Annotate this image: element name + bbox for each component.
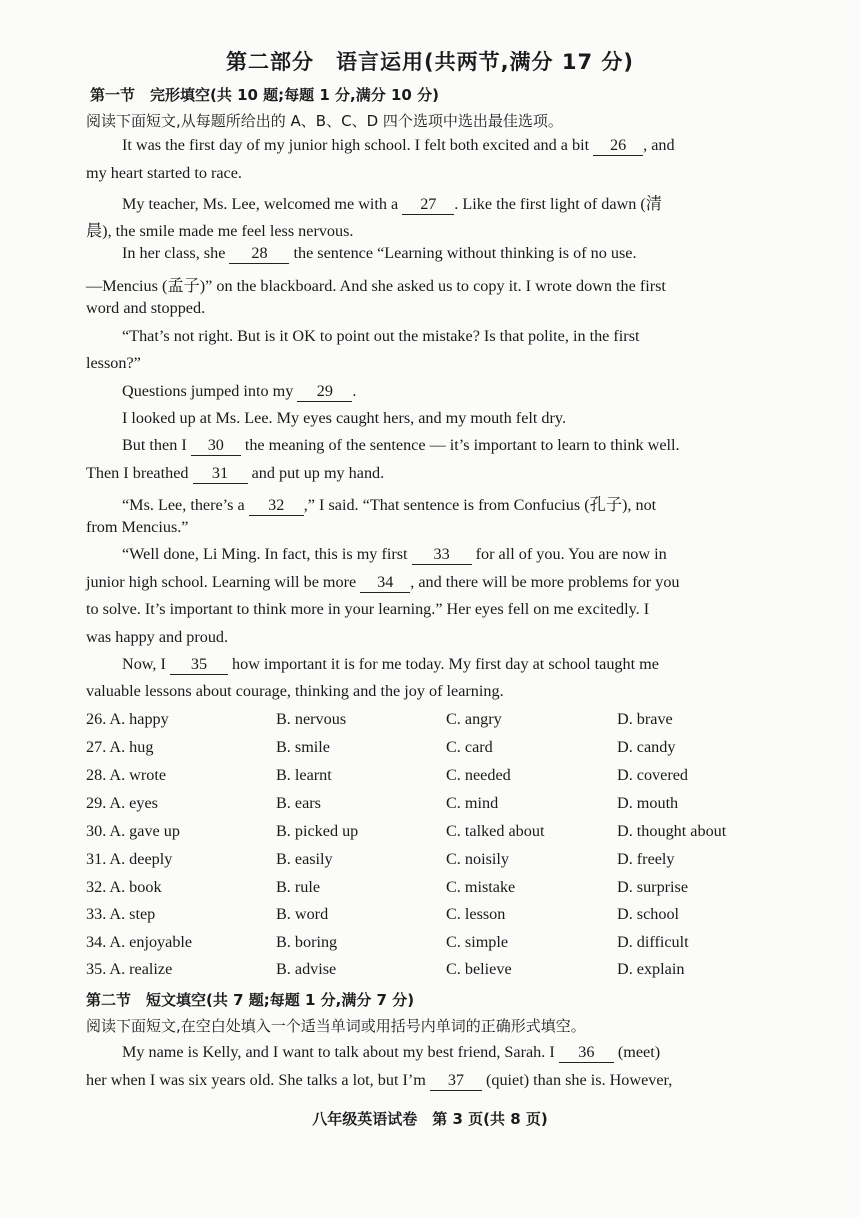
- option-28-a: 28. A. wrote: [86, 766, 167, 784]
- option-32-d: D. surprise: [617, 878, 689, 896]
- option-31-d: D. freely: [617, 850, 675, 868]
- option-35-d: D. explain: [617, 960, 685, 978]
- passage-line: word and stopped.: [86, 299, 206, 317]
- passage-line: Now, I 35 how important it is for me today. My first day at school taught me: [122, 655, 659, 673]
- blank-37: 37: [430, 1072, 482, 1091]
- option-34-d: D. difficult: [617, 933, 689, 951]
- section2-heading: 第二节 短文填空(共 7 题;每题 1 分,满分 7 分): [86, 991, 415, 1009]
- page-footer: 八年级英语试卷 第 3 页(共 8 页): [312, 1110, 548, 1128]
- section2-instruction: 阅读下面短文,在空白处填入一个适当单词或用括号内单词的正确形式填空。: [86, 1017, 586, 1035]
- option-33-d: D. school: [617, 905, 680, 923]
- option-28-c: C. needed: [446, 766, 511, 784]
- passage-line: My teacher, Ms. Lee, welcomed me with a 27 . Like the first light of dawn (清: [122, 195, 662, 213]
- option-30-c: C. talked about: [446, 822, 545, 840]
- passage-line: “Well done, Li Ming. In fact, this is my first 33 for all of you. You are now in: [122, 545, 667, 563]
- blank-35: 35: [170, 656, 228, 675]
- section1-heading: 第一节 完形填空(共 10 题;每题 1 分,满分 10 分): [90, 86, 439, 104]
- passage-line: lesson?”: [86, 354, 141, 372]
- option-35-c: C. believe: [446, 960, 512, 978]
- passage-line: —Mencius (孟子)” on the blackboard. And she asked us to copy it. I wrote down the first: [86, 277, 666, 295]
- blank-26: 26: [593, 137, 643, 156]
- passage-line: It was the first day of my junior high school. I felt both excited and a bit 26 , and: [122, 136, 675, 154]
- blank-27: 27: [402, 196, 454, 215]
- option-32-c: C. mistake: [446, 878, 516, 896]
- passage-line: Questions jumped into my 29 .: [122, 382, 357, 400]
- option-27-c: C. card: [446, 738, 493, 756]
- passage-line: Then I breathed 31 and put up my hand.: [86, 464, 385, 482]
- option-34-b: B. boring: [276, 933, 338, 951]
- option-26-a: 26. A. happy: [86, 710, 169, 728]
- option-29-a: 29. A. eyes: [86, 794, 158, 812]
- blank-29: 29: [297, 383, 352, 402]
- option-31-c: C. noisily: [446, 850, 509, 868]
- passage-line: valuable lessons about courage, thinking and the joy of learning.: [86, 682, 504, 700]
- passage-line: from Mencius.”: [86, 518, 189, 536]
- passage2-line: My name is Kelly, and I want to talk about my best friend, Sarah. I 36 (meet): [122, 1043, 661, 1061]
- option-29-b: B. ears: [276, 794, 321, 812]
- option-26-c: C. angry: [446, 710, 502, 728]
- option-30-d: D. thought about: [617, 822, 727, 840]
- passage-line: my heart started to race.: [86, 164, 242, 182]
- part-title: 第二部分 语言运用(共两节,满分 17 分): [225, 50, 635, 74]
- option-26-d: D. brave: [617, 710, 673, 728]
- passage-line: junior high school. Learning will be more 34 , and there will be more problems for you: [86, 573, 680, 591]
- blank-28: 28: [229, 245, 289, 264]
- option-27-d: D. candy: [617, 738, 676, 756]
- section1-instruction: 阅读下面短文,从每题所给出的 A、B、C、D 四个选项中选出最佳选项。: [86, 112, 563, 130]
- option-32-a: 32. A. book: [86, 878, 162, 896]
- option-33-a: 33. A. step: [86, 905, 156, 923]
- option-26-b: B. nervous: [276, 710, 347, 728]
- option-27-a: 27. A. hug: [86, 738, 154, 756]
- option-30-a: 30. A. gave up: [86, 822, 180, 840]
- passage-line: But then I 30 the meaning of the sentence — it’s important to learn to think well.: [122, 436, 680, 454]
- passage-line: to solve. It’s important to think more in your learning.” Her eyes fell on me excitedly. I: [86, 600, 650, 618]
- option-31-b: B. easily: [276, 850, 333, 868]
- blank-34: 34: [360, 574, 410, 593]
- passage-line: “That’s not right. But is it OK to point out the mistake? Is that polite, in the first: [122, 327, 640, 345]
- option-33-b: B. word: [276, 905, 329, 923]
- blank-32: 32: [249, 497, 304, 516]
- option-29-d: D. mouth: [617, 794, 679, 812]
- option-33-c: C. lesson: [446, 905, 506, 923]
- option-28-b: B. learnt: [276, 766, 332, 784]
- passage-line: “Ms. Lee, there’s a 32 ,” I said. “That sentence is from Confucius (孔子), not: [122, 496, 657, 514]
- passage-line: I looked up at Ms. Lee. My eyes caught hers, and my mouth felt dry.: [122, 409, 567, 427]
- option-32-b: B. rule: [276, 878, 321, 896]
- option-28-d: D. covered: [617, 766, 689, 784]
- option-34-a: 34. A. enjoyable: [86, 933, 193, 951]
- option-27-b: B. smile: [276, 738, 330, 756]
- blank-31: 31: [193, 465, 248, 484]
- option-30-b: B. picked up: [276, 822, 359, 840]
- blank-36: 36: [559, 1044, 614, 1063]
- option-35-b: B. advise: [276, 960, 337, 978]
- passage-line: In her class, she 28 the sentence “Learning without thinking is of no use.: [122, 244, 637, 262]
- passage-line: was happy and proud.: [86, 628, 229, 646]
- option-31-a: 31. A. deeply: [86, 850, 173, 868]
- option-35-a: 35. A. realize: [86, 960, 173, 978]
- blank-30: 30: [191, 437, 241, 456]
- option-29-c: C. mind: [446, 794, 499, 812]
- blank-33: 33: [412, 546, 472, 565]
- passage-line: 晨), the smile made me feel less nervous.: [86, 222, 354, 240]
- passage2-line: her when I was six years old. She talks a lot, but I’m 37 (quiet) than she is. However,: [86, 1071, 673, 1089]
- option-34-c: C. simple: [446, 933, 509, 951]
